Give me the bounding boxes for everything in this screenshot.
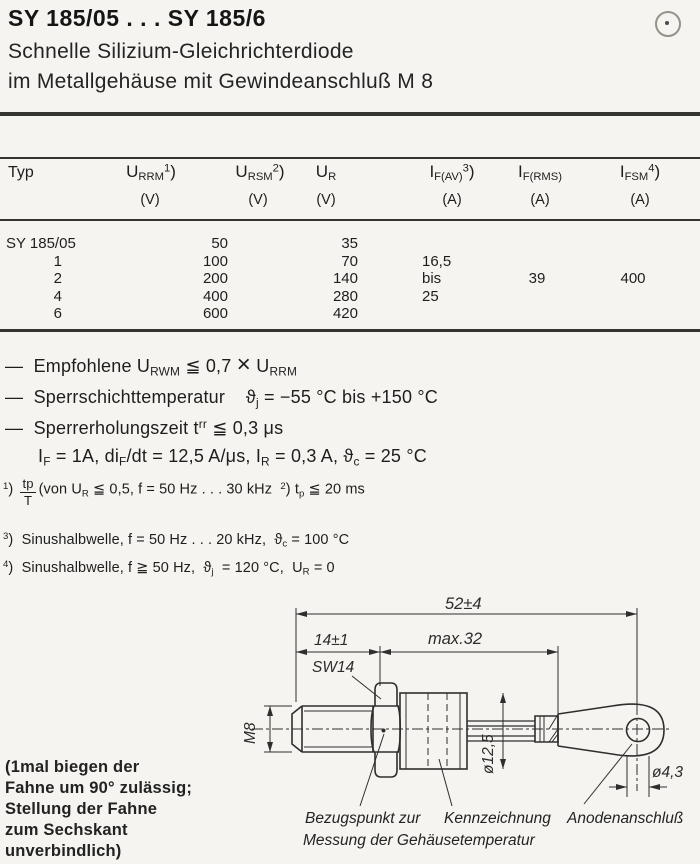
table-top-rule [0, 157, 700, 159]
unit-label: (A) [530, 192, 550, 208]
column-header-ifrms: IF(RMS) [518, 162, 562, 184]
table-cell: bis [422, 270, 442, 288]
dim-label-overall-length: 52±4 [445, 595, 482, 613]
table-cell: 1 [53, 252, 62, 270]
lead-wire [467, 721, 535, 741]
fraction: $\frac{tp}{T}$ [22, 476, 34, 508]
page-subtitle-line1: Schnelle Silizium-Gleichrichterdiode [8, 40, 354, 63]
table-cell: 4 [53, 287, 62, 305]
table-header-rule [0, 219, 700, 221]
column-header-typ: Typ [8, 164, 34, 181]
caption-reference-point-line2: Messung der Gehäusetemperatur [303, 832, 535, 849]
note-reverse-recovery: — Sperrerholungszeit $t^{rr}$ ≦ 0,3 μs [5, 417, 284, 438]
dim-label-hole-diameter: ø4,3 [652, 764, 684, 781]
flag-bending-note-line: zum Sechskant [5, 821, 128, 839]
flag-bending-note [5, 757, 192, 862]
flag-bending-note-line: unverbindlich) [5, 842, 122, 860]
dim-label-body-length: max.32 [428, 630, 483, 648]
footnote-3: $^3$) Sinushalbwelle, f = 50 Hz . . . 20 kHz, ϑc = 100 °C [3, 531, 350, 550]
table-cell: 400 [620, 270, 646, 288]
table-cell: 35 [341, 235, 358, 252]
page-title: SY 185/05 . . . SY 185/6 [8, 5, 266, 31]
unit-label: (A) [630, 192, 650, 208]
caption-marking: Kennzeichnung [444, 810, 551, 827]
note-test-conditions: IF = 1A, diF/dt = 12,5 A/μs, IR = 0,3 A, ϑc = 25 °C [38, 446, 427, 469]
table-cell: 2 [53, 270, 62, 288]
table-cell: 100 [202, 252, 228, 270]
header-divider [0, 112, 700, 116]
dim-label-body-diameter: ø12,5 [480, 734, 497, 774]
flag-bending-note-line: (1mal biegen der [5, 758, 140, 776]
dim-label-stud-length: 14±1 [314, 632, 349, 649]
center-lines [252, 704, 672, 791]
table-cell: 16,5 [422, 252, 452, 270]
footnote-1-2: $^1$) $\frac{tp}{T}$ (von UR ≦ 0,5, f = 50 Hz . . . 30 kHz $^2$) tp ≦ 20 ms [3, 476, 365, 508]
column-header-ifav: IF(AV)$^3$) [429, 162, 475, 184]
unit-label: (A) [442, 192, 462, 208]
flag-bending-note-line: Stellung der Fahne [5, 800, 158, 818]
caption-reference-point-line1: Bezugspunkt zur [305, 810, 421, 827]
corner-dot-icon [655, 11, 681, 37]
unit-label: (V) [316, 192, 336, 208]
table-cell: 39 [528, 270, 546, 288]
table-cell: 140 [332, 270, 358, 288]
table-cell: 280 [332, 287, 358, 305]
table-cell: 25 [422, 287, 439, 305]
flag-bending-note-line: Fahne um 90° zulässig; [5, 779, 193, 797]
table-cell: 70 [341, 252, 358, 270]
footnote-4: $^4$) Sinushalbwelle, f ≧ 50 Hz, ϑj = 120 °C, UR = 0 [3, 559, 335, 578]
dim-label-wrench-size: SW14 [312, 659, 355, 676]
column-header-ursm: URSM$^2$) [235, 162, 285, 184]
dim-label-thread: M8 [242, 722, 259, 744]
column-header-urrm: URRM$^1$) [126, 162, 176, 184]
hex-nut [371, 683, 400, 777]
unit-label: (V) [248, 192, 268, 208]
column-header-ur: UR [315, 162, 337, 184]
note-junction-temperature: — Sperrschichttemperatur ϑj = −55 °C bis +150 °C [5, 387, 438, 410]
table-cell: 420 [332, 305, 358, 323]
caption-anode-connection: Anodenanschluß [567, 810, 684, 827]
table-bottom-rule [0, 329, 700, 332]
table-cell: 50 [211, 235, 228, 252]
table-cell: 6 [53, 305, 62, 323]
page-subtitle-line2: im Metallgehäuse mit Gewindeanschluß M 8 [8, 70, 434, 93]
diode-body [400, 693, 467, 769]
note-recommended-urwm: — Empfohlene URWM ≦ 0,7 × URRM [5, 351, 298, 379]
table-cell: SY 185/05 [6, 235, 76, 252]
table-cell: 400 [202, 287, 228, 305]
column-header-ifsm: IFSM$^4$) [619, 162, 661, 184]
table-cell: 200 [202, 270, 228, 288]
solder-lug [535, 704, 664, 756]
table-cell: 600 [202, 305, 228, 323]
unit-label: (V) [140, 192, 160, 208]
